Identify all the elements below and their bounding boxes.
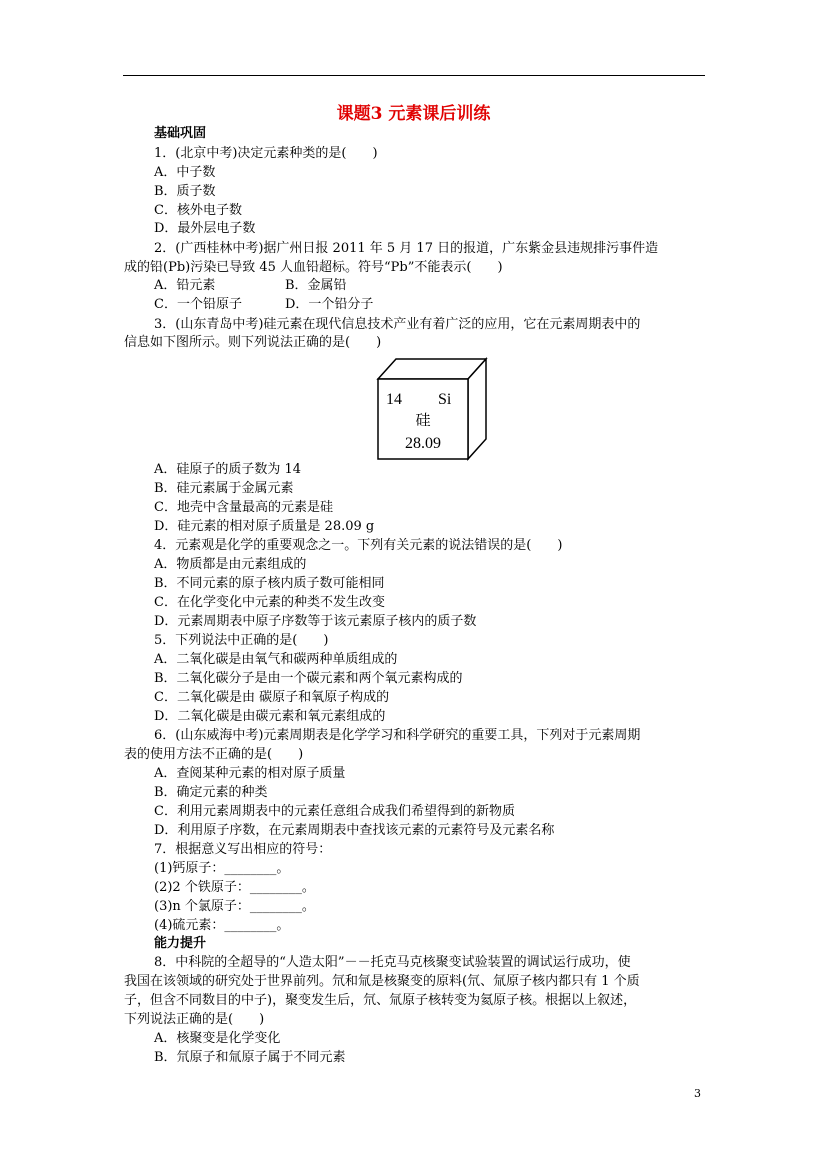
q5-option-a: A．二氧化碳是由氧气和碳两种单质组成的 [154, 652, 398, 667]
q6-option-a: A．查阅某种元素的相对原子质量 [154, 766, 346, 781]
q2-option-d: D．一个铅分子 [285, 297, 374, 312]
q2-stem-line2: 成的铅(Pb)污染已导致 45 人血铅超标。符号“Pb”不能表示( ) [124, 260, 503, 275]
q3-stem-line1: 3．(山东青岛中考)硅元素在现代信息技术产业有着广泛的应用，它在元素周期表中的 [154, 317, 641, 332]
q3-option-b: B．硅元素属于金属元素 [154, 481, 294, 496]
q3-stem-line2: 信息如下图所示。则下列说法正确的是( ) [124, 335, 382, 350]
q1-option-a: A．中子数 [154, 165, 216, 180]
q4-stem: 4．元素观是化学的重要观念之一。下列有关元素的说法错误的是( ) [154, 538, 563, 553]
q2-option-b: B．金属铅 [285, 278, 347, 293]
q7-item-4: (4)硫元素：________。 [154, 918, 290, 933]
q3-option-a: A．硅原子的质子数为 14 [154, 462, 302, 477]
q6-option-c: C．利用元素周期表中的元素任意组合成我们希望得到的新物质 [154, 804, 515, 819]
q2-option-a: A．铅元素 [154, 278, 216, 293]
atomic-number: 14 [386, 391, 402, 408]
q8-option-a: A．核聚变是化学变化 [154, 1031, 281, 1046]
q7-item-3: (3)n 个氯原子：________。 [154, 899, 315, 914]
q6-stem-line2: 表的使用方法不正确的是( ) [124, 747, 304, 762]
q4-option-a: A．物质都是由元素组成的 [154, 557, 307, 572]
q4-option-d: D．元素周期表中原子序数等于该元素原子核内的质子数 [154, 614, 477, 629]
q7-item-2: (2)2 个铁原子：________。 [154, 880, 315, 895]
q8-stem-line2: 我国在该领域的研究处于世界前列。氘和氚是核聚变的原料(氘、氚原子核内都只有 1 个质 [124, 974, 640, 989]
q8-stem-line1: 8．中科院的全超导的“人造太阳”－－托克马克核聚变试验装置的调试运行成功，使 [154, 955, 631, 970]
q8-stem-line3: 子，但含不同数目的中子)，聚变发生后，氘、氚原子核转变为氦原子核。根据以上叙述， [124, 993, 637, 1008]
q3-option-d: D．硅元素的相对原子质量是 28.09 g [154, 519, 375, 534]
q1-option-c: C．核外电子数 [154, 203, 242, 218]
q3-option-c: C．地壳中含量最高的元素是硅 [154, 500, 333, 515]
q2-stem-line1: 2．(广西桂林中考)据广州日报 2011 年 5 月 17 日的报道，广东紫金县违规排污事件造 [154, 241, 659, 256]
q5-option-d: D．二氧化碳是由碳元素和氧元素组成的 [154, 709, 386, 724]
q6-option-d: D．利用原子序数，在元素周期表中查找该元素的元素符号及元素名称 [154, 823, 555, 838]
silicon-element-card [374, 357, 489, 465]
section-heading-basic: 基础巩固 [154, 126, 207, 141]
q1-stem: 1．(北京中考)决定元素种类的是( ) [154, 146, 378, 161]
q6-option-b: B．确定元素的种类 [154, 785, 268, 800]
q7-item-1: (1)钙原子：________。 [154, 861, 290, 876]
element-name: 硅 [415, 411, 431, 429]
q5-option-b: B．二氧化碳分子是由一个碳元素和两个氧元素构成的 [154, 671, 463, 686]
q8-stem-line4: 下列说法正确的是( ) [124, 1012, 265, 1027]
q7-stem: 7．根据意义写出相应的符号： [154, 842, 332, 857]
q6-stem-line1: 6．(山东威海中考)元素周期表是化学学习和科学研究的重要工具，下列对于元素周期 [154, 728, 641, 743]
q8-option-b: B．氘原子和氚原子属于不同元素 [154, 1050, 346, 1065]
q4-option-c: C．在化学变化中元素的种类不发生改变 [154, 595, 385, 610]
q5-option-c: C．二氧化碳是由 碳原子和氧原子构成的 [154, 690, 390, 705]
q5-stem: 5．下列说法中正确的是( ) [154, 633, 329, 648]
atomic-mass: 28.09 [405, 435, 441, 452]
page-number: 3 [694, 1087, 701, 1100]
page-title: 课题3 元素课后训练 [336, 104, 491, 124]
q4-option-b: B．不同元素的原子核内质子数可能相同 [154, 576, 385, 591]
element-symbol: Si [438, 391, 452, 408]
section-heading-ability: 能力提升 [154, 936, 207, 951]
q1-option-b: B．质子数 [154, 184, 216, 199]
q2-option-c: C．一个铅原子 [154, 297, 242, 312]
q1-option-d: D．最外层电子数 [154, 221, 256, 236]
